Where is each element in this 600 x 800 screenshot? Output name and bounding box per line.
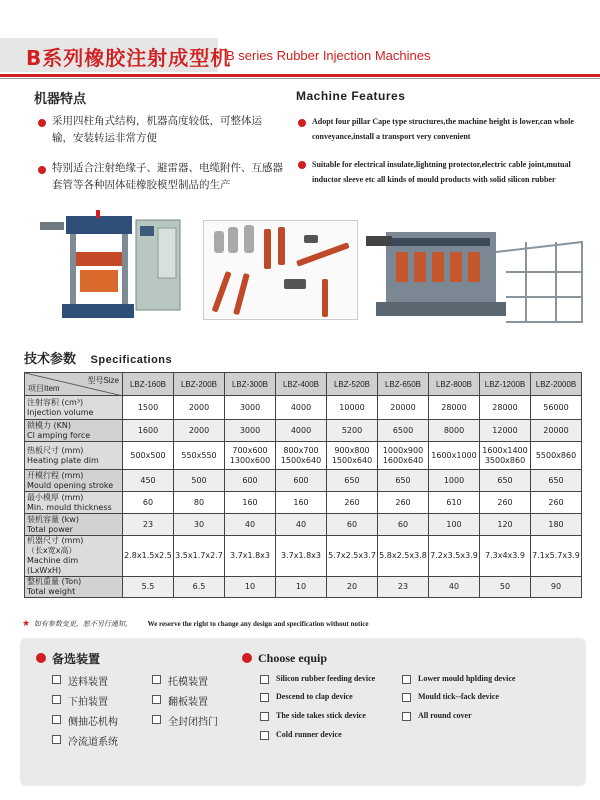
row-label-cn: 整机重量 (Ton) <box>27 577 82 586</box>
table-cell: 7.1x5.7x3.9 <box>531 536 582 577</box>
table-cell: 1000x900 1600x640 <box>378 442 429 470</box>
table-cell: 650 <box>531 470 582 492</box>
table-cell: 10 <box>276 577 327 598</box>
bullet-dot <box>298 119 306 127</box>
row-label-en: Heating plate dim <box>27 455 99 465</box>
row-label-cell <box>25 420 123 442</box>
row-label-cell <box>25 577 123 598</box>
table-cell: 80 <box>174 492 225 514</box>
feature-cn-2: 特别适合注射绝缘子、避雷器、电缆附件、互感器套管等各种固体硅橡胶模型制品的生产 <box>52 162 283 191</box>
table-cell: 5.8x2.5x3.8 <box>378 536 429 577</box>
checkbox-full-cover[interactable] <box>152 715 161 724</box>
checkbox-en-descend[interactable] <box>260 693 269 702</box>
row-label-cn: 注射容积 (cm³) <box>27 397 84 407</box>
table-cell: 600 <box>225 470 276 492</box>
table-cell: 60 <box>123 492 174 514</box>
table-cell: 20 <box>327 577 378 598</box>
option-en-round-cover: All round cover <box>418 711 472 720</box>
checkbox-feeding[interactable] <box>52 675 61 684</box>
header-title-cn: B系列橡胶注射成型机 <box>26 46 232 70</box>
option-en-side-stick: The side takes stick device <box>276 711 366 720</box>
row-label-cell <box>25 470 123 492</box>
table-row <box>25 442 582 470</box>
option-en-feeding: Silicon rubber feeding device <box>276 674 376 683</box>
table-cell: 180 <box>531 514 582 536</box>
option-en-cold-runner: Cold runner device <box>276 730 342 739</box>
options-title-en: Choose equip <box>258 651 328 665</box>
table-cell: 600 <box>276 470 327 492</box>
table-row <box>25 514 582 536</box>
table-header-row <box>25 373 582 396</box>
production-line-photo <box>366 212 590 336</box>
table-cell: 10000 <box>327 396 378 420</box>
table-cell: 2000 <box>174 396 225 420</box>
options-panel <box>20 638 586 786</box>
table-cell: 260 <box>378 492 429 514</box>
feature-en-1: Adopt four pillar Cape type structures,the machine height is lower,can whole conveyance,install a transport very convenient <box>312 117 574 141</box>
model-header-cell: LBZ-650B <box>378 373 429 396</box>
features-title-cn: 机器特点 <box>34 92 87 107</box>
feature-en-2: Suitable for electrical insulate,lightning protector,electric cable joint,mutual inductor sleeve etc all kinds of mould products with solid silicon rubber <box>312 160 571 184</box>
table-cell: 3000 <box>225 396 276 420</box>
option-en-mould-holding: Lower mould hplding device <box>418 674 516 683</box>
table-cell: 3.7x1.8x3 <box>276 536 327 577</box>
model-header-cell: LBZ-200B <box>174 373 225 396</box>
disclaimer-note <box>22 618 369 629</box>
specs-title-cn: 技术参数 <box>24 352 77 367</box>
option-en-descend: Descend to clap device <box>276 692 353 701</box>
table-cell: 5.5 <box>123 577 174 598</box>
table-row <box>25 396 582 420</box>
row-label-cn: 热板尺寸 (mm) <box>27 445 84 455</box>
disclaimer-cn: 如有参数变更，恕不另行通知。 <box>33 620 132 628</box>
table-cell: 4000 <box>276 396 327 420</box>
row-label-cell <box>25 514 123 536</box>
features-title-en: Machine Features <box>296 89 406 103</box>
option-en-tick-fack: Mould tick--fack device <box>418 692 499 701</box>
bullet-dot <box>36 653 46 663</box>
table-cell: 3.5x1.7x2.7 <box>174 536 225 577</box>
option-cn-side-core: 侧抽芯机构 <box>68 717 118 728</box>
corner-size-label: 型号Size <box>87 376 119 385</box>
table-cell: 160 <box>225 492 276 514</box>
table-cell: 30 <box>174 514 225 536</box>
table-cell: 1500 <box>123 396 174 420</box>
table-cell: 2000 <box>174 420 225 442</box>
row-label-cell <box>25 442 123 470</box>
row-label-cell <box>25 536 123 577</box>
option-cn-feeding: 送料装置 <box>68 677 108 688</box>
disclaimer-en: We reserve the right to change any design and specification without notice <box>147 620 369 628</box>
checkbox-descend[interactable] <box>52 695 61 704</box>
table-cell: 3000 <box>225 420 276 442</box>
table-cell: 550x550 <box>174 442 225 470</box>
table-cell: 6500 <box>378 420 429 442</box>
table-cell: 56000 <box>531 396 582 420</box>
table-cell: 650 <box>327 470 378 492</box>
header-rule-grey <box>0 78 600 79</box>
checkbox-cold-runner[interactable] <box>52 735 61 744</box>
table-cell: 5.7x2.5x3.7 <box>327 536 378 577</box>
table-corner-cell <box>25 373 123 396</box>
header-title-en: B series Rubber Injection Machines <box>226 48 431 63</box>
table-row <box>25 536 582 577</box>
checkbox-en-tick-fack[interactable] <box>402 693 411 702</box>
model-header-cell: LBZ-1200B <box>480 373 531 396</box>
row-label-en: Cl amping force <box>27 430 91 440</box>
table-cell: 8000 <box>429 420 480 442</box>
table-cell: 60 <box>378 514 429 536</box>
table-cell: 160 <box>276 492 327 514</box>
table-cell: 23 <box>123 514 174 536</box>
row-label-en: Injection volume <box>27 407 94 417</box>
table-cell: 260 <box>531 492 582 514</box>
option-cn-cold-runner: 冷流道系统 <box>68 737 118 748</box>
model-header-cell: LBZ-520B <box>327 373 378 396</box>
table-cell: 6.5 <box>174 577 225 598</box>
model-header-cell: LBZ-400B <box>276 373 327 396</box>
table-cell: 23 <box>378 577 429 598</box>
options-title-cn: 备选装置 <box>52 652 101 666</box>
row-label-cell <box>25 396 123 420</box>
model-header-cell: LBZ-300B <box>225 373 276 396</box>
table-cell: 1600x1000 <box>429 442 480 470</box>
bullet-dot <box>38 166 46 174</box>
table-cell: 40 <box>276 514 327 536</box>
table-cell: 5200 <box>327 420 378 442</box>
table-cell: 100 <box>429 514 480 536</box>
row-label-cn: 锁模力 (KN) <box>27 420 72 430</box>
row-label-cn: 机器尺寸 (mm) （长x宽x高） Machine dim (LxWxH) <box>27 536 84 575</box>
table-row <box>25 420 582 442</box>
table-row <box>25 492 582 514</box>
checkbox-mould-holding[interactable] <box>152 675 161 684</box>
table-cell: 40 <box>225 514 276 536</box>
table-cell: 260 <box>327 492 378 514</box>
row-label-cn: 装机容量 (kw) <box>27 514 79 524</box>
specs-title <box>24 348 172 367</box>
table-cell: 28000 <box>429 396 480 420</box>
table-cell: 3.7x1.8x3 <box>225 536 276 577</box>
table-cell: 260 <box>480 492 531 514</box>
table-cell: 700x600 1300x600 <box>225 442 276 470</box>
table-cell: 10 <box>225 577 276 598</box>
option-cn-flip-plate: 翻板装置 <box>168 697 208 708</box>
checkbox-en-mould-holding[interactable] <box>402 675 411 684</box>
row-label-en: Total weight <box>27 587 76 596</box>
table-row <box>25 470 582 492</box>
table-cell: 12000 <box>480 420 531 442</box>
table-cell: 450 <box>123 470 174 492</box>
table-cell: 500x500 <box>123 442 174 470</box>
checkbox-flip-plate[interactable] <box>152 695 161 704</box>
checkbox-en-feeding[interactable] <box>260 675 269 684</box>
specs-title-en: Specifications <box>90 354 173 366</box>
table-cell: 1600x1400 3500x860 <box>480 442 531 470</box>
specifications-table <box>24 372 582 598</box>
table-cell: 1000 <box>429 470 480 492</box>
bullet-dot <box>38 119 46 127</box>
table-cell: 90 <box>531 577 582 598</box>
header-rule-red <box>0 74 600 77</box>
star-icon: ★ <box>22 618 31 628</box>
checkbox-en-side-stick[interactable] <box>260 712 269 721</box>
corner-item-label: 项目Item <box>28 384 60 393</box>
table-cell: 900x800 1500x640 <box>327 442 378 470</box>
option-cn-mould-holding: 托模装置 <box>168 677 208 688</box>
row-label-en: Mould opening stroke <box>27 480 114 490</box>
row-label-cn: 开模行程 (mm) <box>27 470 84 480</box>
table-cell: 5500x860 <box>531 442 582 470</box>
table-cell: 610 <box>429 492 480 514</box>
option-cn-full-cover: 全封闭挡门 <box>168 717 218 728</box>
table-cell: 800x700 1500x640 <box>276 442 327 470</box>
table-cell: 20000 <box>378 396 429 420</box>
row-label-en: Total power <box>27 524 73 534</box>
model-header-cell: LBZ-800B <box>429 373 480 396</box>
row-label-cell <box>25 492 123 514</box>
table-cell: 40 <box>429 577 480 598</box>
table-cell: 500 <box>174 470 225 492</box>
row-label-cn: 最小模厚 (mm) <box>27 492 84 502</box>
table-cell: 650 <box>378 470 429 492</box>
table-cell: 28000 <box>480 396 531 420</box>
table-cell: 650 <box>480 470 531 492</box>
page-header <box>0 38 600 74</box>
checkbox-en-round-cover[interactable] <box>402 712 411 721</box>
table-row <box>25 577 582 598</box>
checkbox-en-cold-runner[interactable] <box>260 731 269 740</box>
table-cell: 7.3x4x3.9 <box>480 536 531 577</box>
table-cell: 60 <box>327 514 378 536</box>
table-cell: 20000 <box>531 420 582 442</box>
table-cell: 120 <box>480 514 531 536</box>
feature-cn-1: 采用四柱角式结构，机器高度较低，可整体运输，安装转运非常方便 <box>52 115 262 144</box>
checkbox-side-core[interactable] <box>52 715 61 724</box>
model-header-cell: LBZ-160B <box>123 373 174 396</box>
option-cn-descend: 下拍装置 <box>68 697 108 708</box>
bullet-dot <box>242 653 252 663</box>
table-cell: 7.2x3.5x3.9 <box>429 536 480 577</box>
table-cell: 50 <box>480 577 531 598</box>
bullet-dot <box>298 161 306 169</box>
row-label-en: Min. mould thickness <box>27 502 112 512</box>
table-cell: 2.8x1.5x2.5 <box>123 536 174 577</box>
machine-photo-small <box>36 208 186 328</box>
products-photo <box>203 220 358 320</box>
table-cell: 4000 <box>276 420 327 442</box>
table-cell: 1600 <box>123 420 174 442</box>
model-header-cell: LBZ-2000B <box>531 373 582 396</box>
